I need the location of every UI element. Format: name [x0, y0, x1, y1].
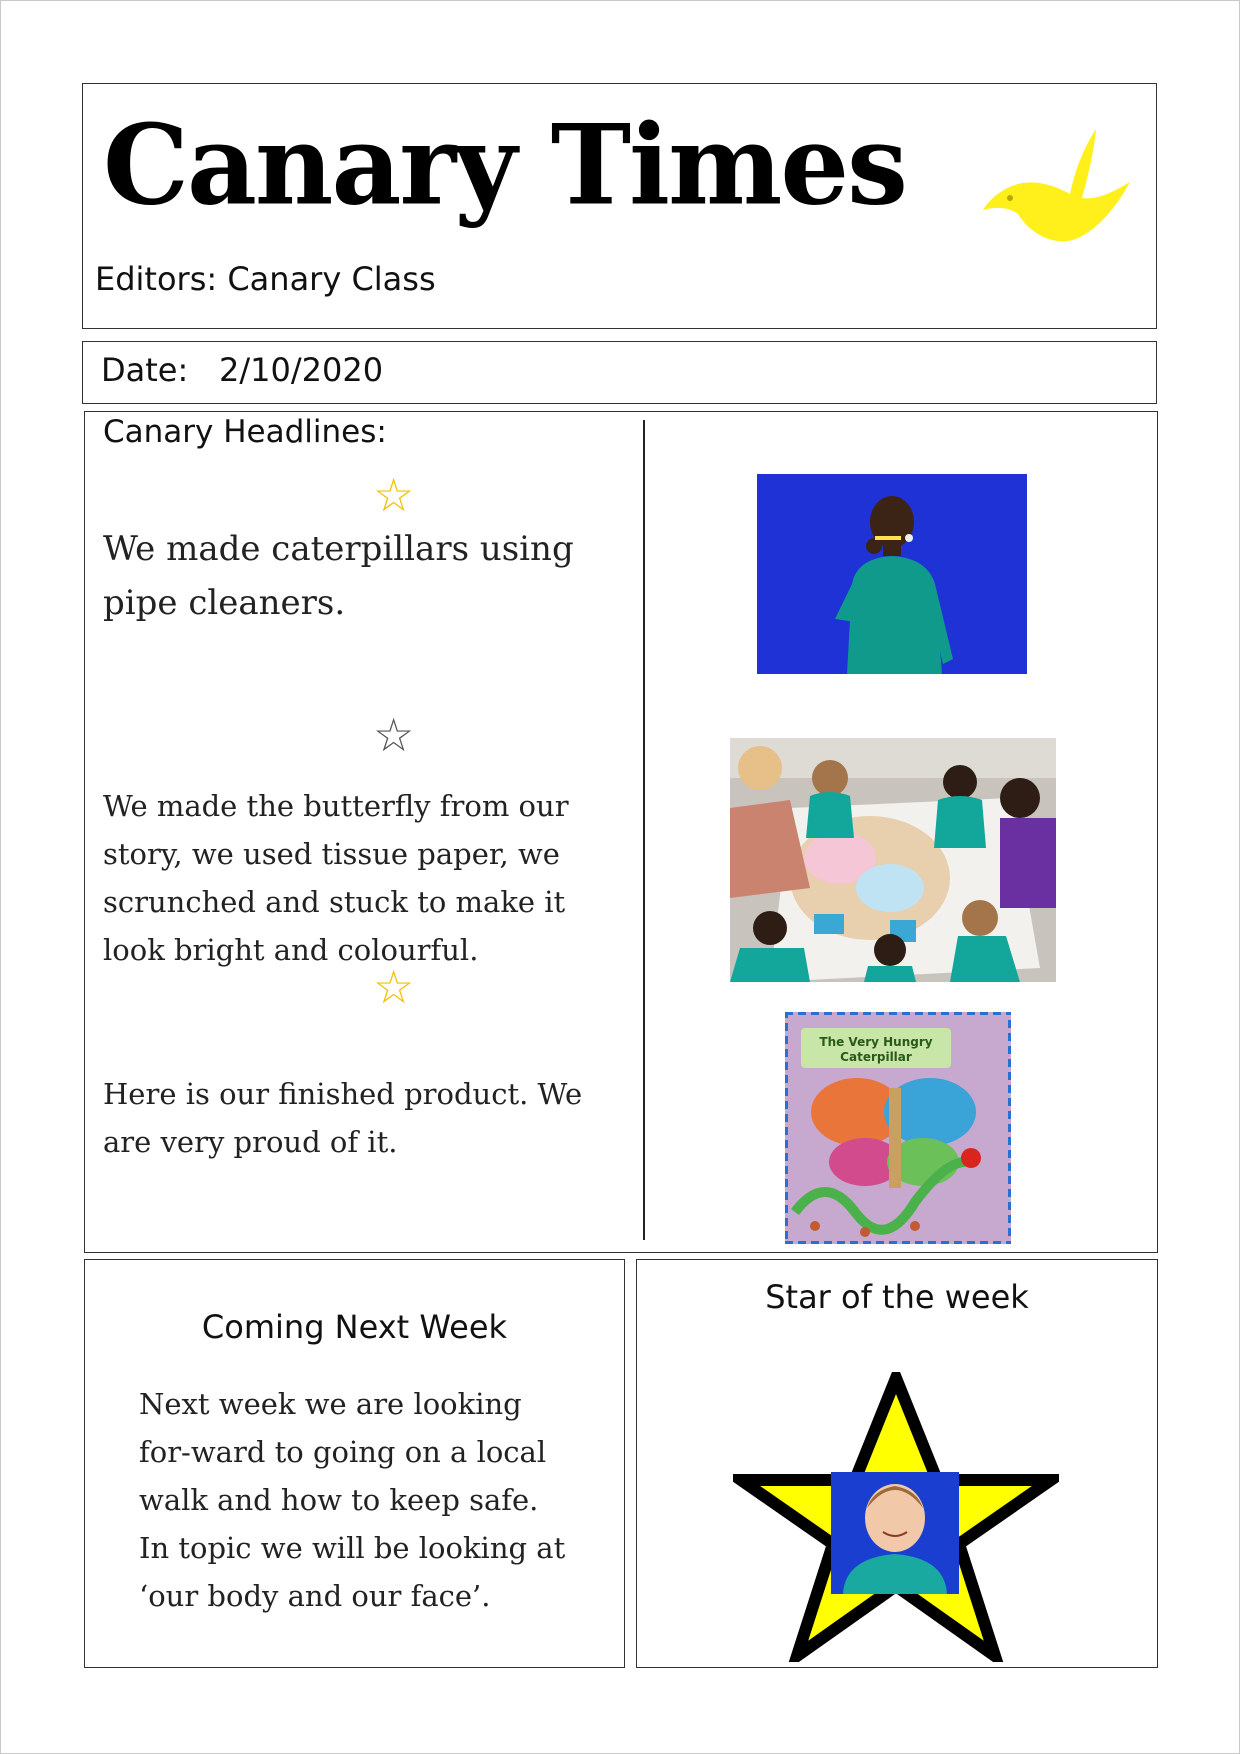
- canary-bird-icon: [978, 124, 1138, 254]
- column-divider: [643, 420, 645, 1240]
- star-icon: ☆: [373, 960, 415, 1014]
- photo-butterfly-making-image: [730, 738, 1056, 982]
- big-star-icon: [733, 1372, 1059, 1662]
- date-box: [82, 341, 1157, 404]
- star-pupil-photo: [831, 1472, 959, 1594]
- photo-butterfly-making: [730, 738, 1056, 982]
- star-icon: ☆: [373, 708, 415, 762]
- coming-next-week-title: Coming Next Week: [201, 1308, 508, 1346]
- photo-finished-display-image: [785, 1012, 1011, 1244]
- star-of-the-week-title: Star of the week: [765, 1278, 1029, 1316]
- date-label: Date:: [101, 351, 189, 389]
- headlines-section: [84, 411, 1158, 1253]
- coming-next-week-text: Next week we are looking for-ward to going on a local walk and how to keep safe. In topic we will be looking at ‘our body and our face’.: [139, 1387, 566, 1613]
- newsletter-title: Canary Times: [103, 101, 906, 231]
- headlines-heading: Canary Headlines:: [103, 414, 387, 450]
- photo-caterpillar-image: [757, 474, 1027, 674]
- headline-text: We made the butterfly from our story, we used tissue paper, we scrunched and stuck to make it look bright and colourful.: [103, 789, 569, 967]
- editors-line: Editors: Canary Class: [95, 260, 436, 298]
- svg-text:The Very Hungry: The Very Hungry: [819, 1035, 933, 1049]
- masthead: [82, 83, 1157, 329]
- photo-finished-display: [785, 1012, 1011, 1244]
- star-of-the-week: [636, 1259, 1158, 1668]
- photo-caterpillar: [757, 474, 1027, 674]
- headline-text: We made caterpillars using pipe cleaners.: [103, 529, 574, 623]
- star-icon: ☆: [373, 468, 415, 522]
- coming-next-week: [84, 1259, 625, 1668]
- headline-text: Here is our finished product. We are very proud of it.: [103, 1077, 583, 1159]
- svg-text:Caterpillar: Caterpillar: [840, 1050, 912, 1064]
- date-value: 2/10/2020: [219, 351, 384, 389]
